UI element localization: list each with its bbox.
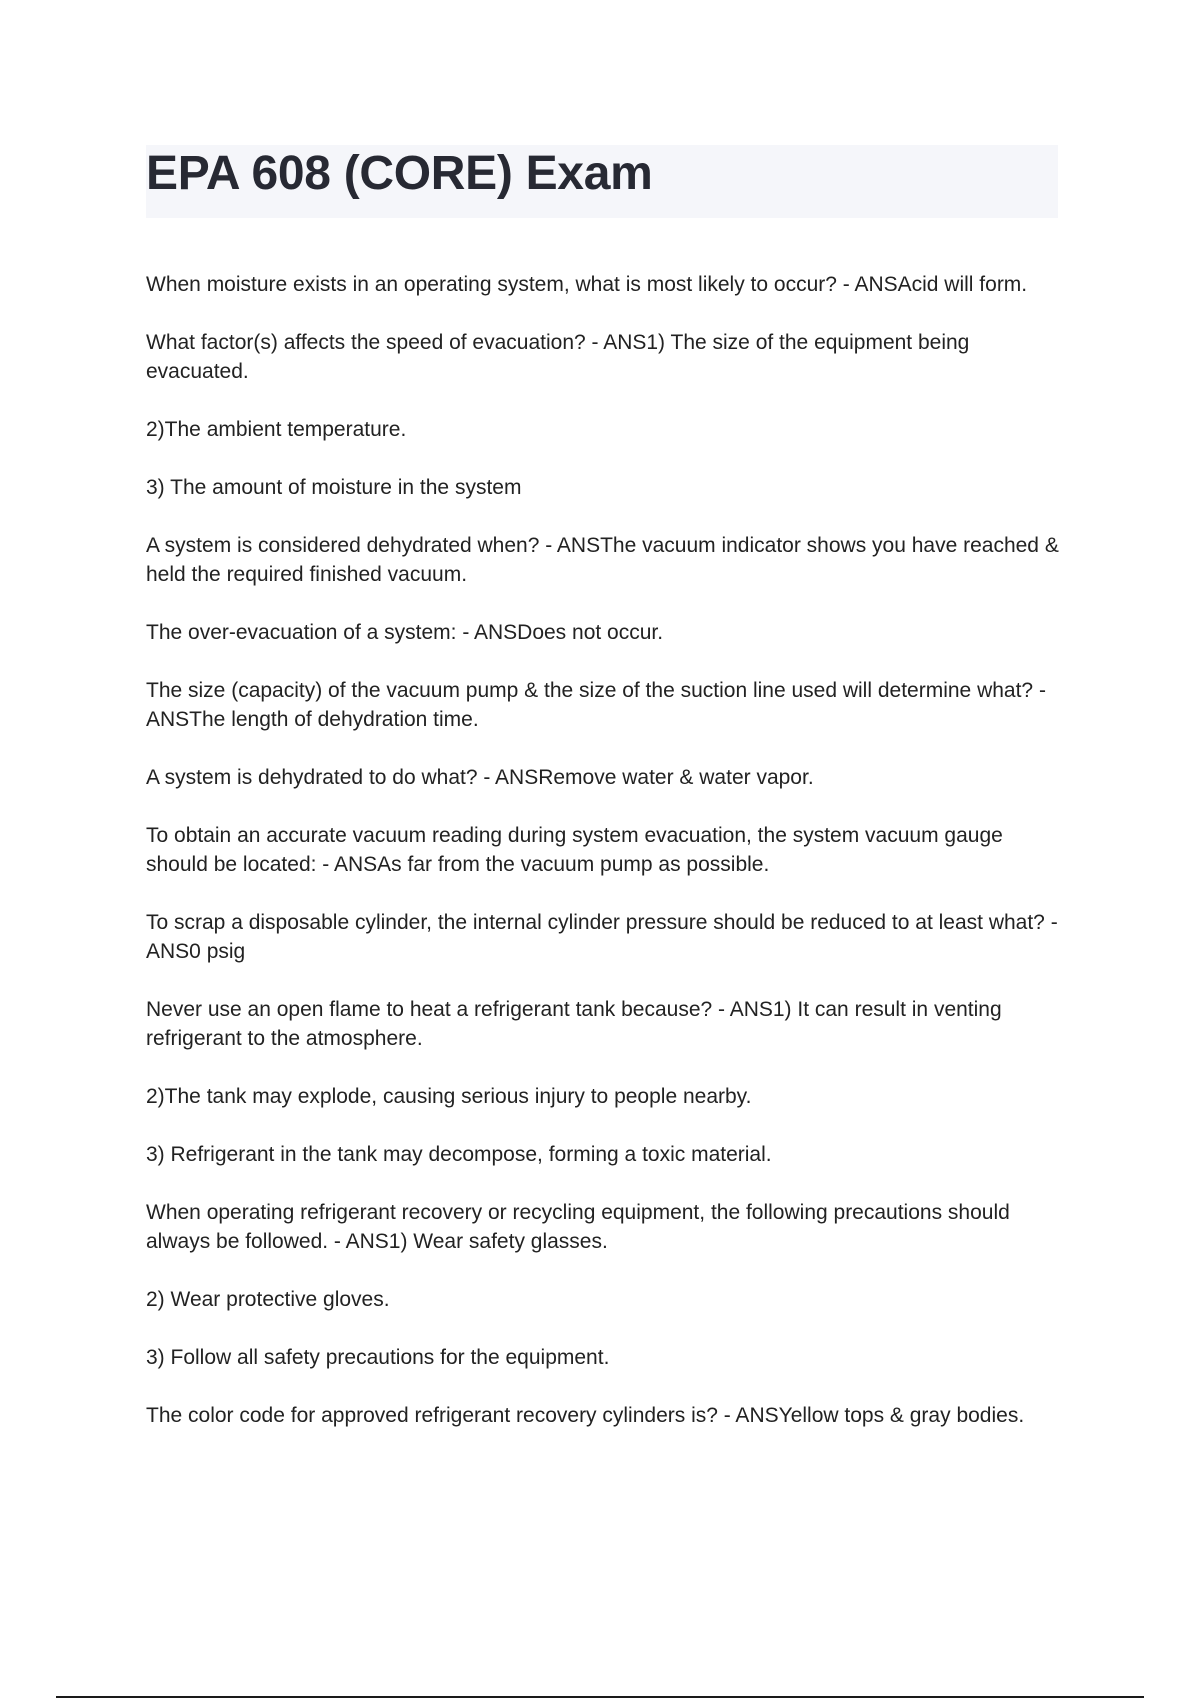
paragraph: 2)The tank may explode, causing serious injury to people nearby. — [146, 1085, 752, 1108]
paragraph: When moisture exists in an operating system, what is most likely to occur? - ANSAcid will form. — [146, 273, 1028, 296]
paragraph: To obtain an accurate vacuum reading during system evacuation, the system vacuum gauge should be located: - ANSAs far from the vacuum pump as possible. — [146, 824, 1003, 876]
footer-divider — [56, 1696, 1144, 1698]
paragraph: The color code for approved refrigerant recovery cylinders is? - ANSYellow tops & gray bodies. — [146, 1404, 1025, 1427]
paragraph: When operating refrigerant recovery or recycling equipment, the following precautions should always be followed. - ANS1) Wear safety glasses. — [146, 1201, 1010, 1253]
paragraph: What factor(s) affects the speed of evacuation? - ANS1) The size of the equipment being evacuated. — [146, 331, 970, 383]
page-title: EPA 608 (CORE) Exam — [146, 147, 653, 200]
paragraph: To scrap a disposable cylinder, the internal cylinder pressure should be reduced to at least what? - ANS0 psig — [146, 911, 1058, 963]
paragraph: A system is considered dehydrated when? - ANSThe vacuum indicator shows you have reached & held the required finished vacuum. — [146, 534, 1059, 586]
paragraph: 2)The ambient temperature. — [146, 418, 407, 441]
paragraph: 3) Follow all safety precautions for the equipment. — [146, 1346, 610, 1369]
paragraph: A system is dehydrated to do what? - ANSRemove water & water vapor. — [146, 766, 814, 789]
paragraph: 3) The amount of moisture in the system — [146, 476, 522, 499]
document-body — [146, 270, 1061, 1459]
paragraph: 3) Refrigerant in the tank may decompose, forming a toxic material. — [146, 1143, 772, 1166]
paragraph: The size (capacity) of the vacuum pump & the size of the suction line used will determine what? - ANSThe length of dehydration time. — [146, 679, 1046, 731]
paragraph: 2) Wear protective gloves. — [146, 1288, 390, 1311]
paragraph: The over-evacuation of a system: - ANSDoes not occur. — [146, 621, 664, 644]
paragraph: Never use an open flame to heat a refrigerant tank because? - ANS1) It can result in venting refrigerant to the atmosphere. — [146, 998, 1002, 1050]
